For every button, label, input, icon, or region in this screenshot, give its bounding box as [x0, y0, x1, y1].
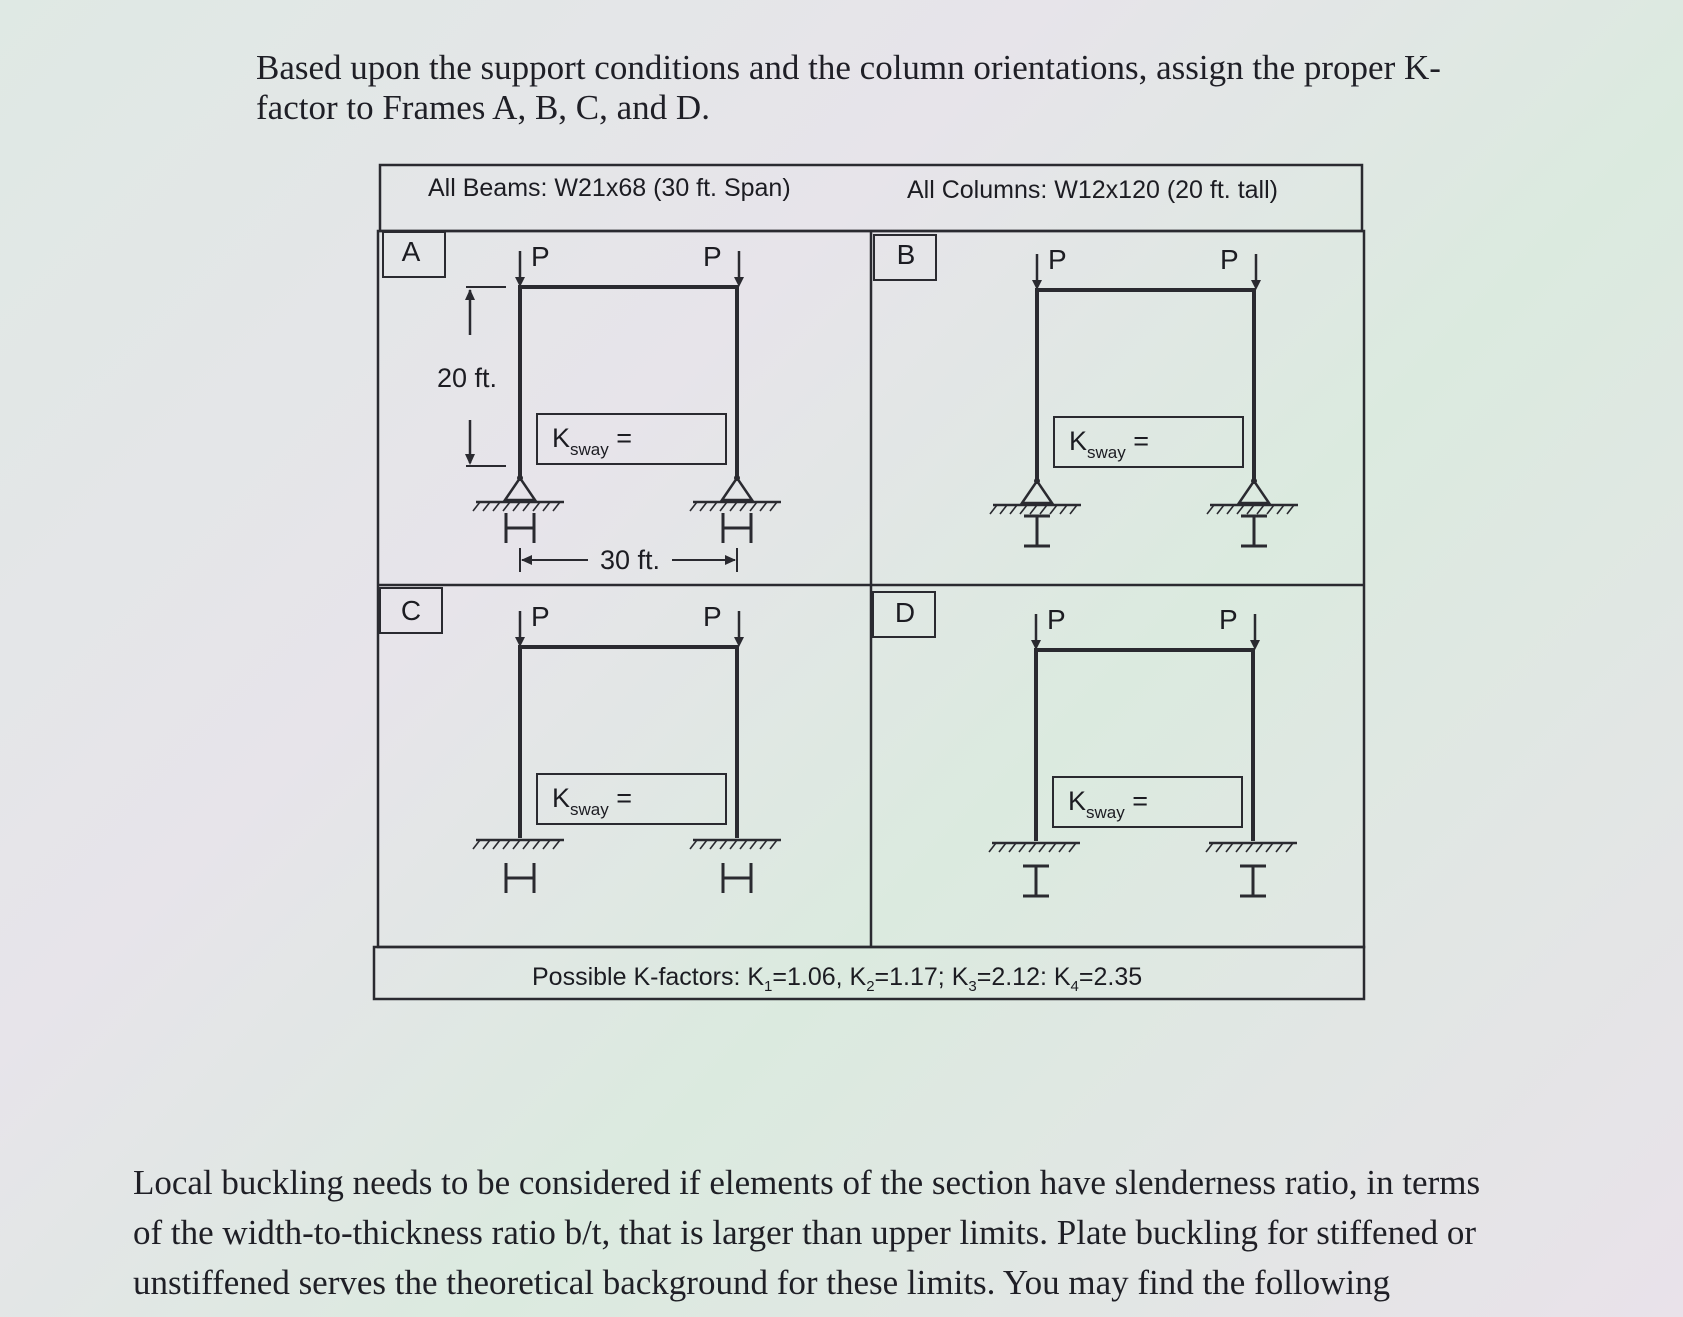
footer-segment: =2.35: [1078, 963, 1143, 991]
span-dimension-label: 30 ft.: [599, 545, 661, 575]
intro-line-2: factor to Frames A, B, C, and D.: [256, 88, 710, 127]
frame-label: D: [894, 597, 916, 628]
intro-line-1: Based upon the support conditions and the column orientations, assign the proper K-: [256, 48, 1441, 87]
left-support: [990, 478, 1081, 514]
height-dimension-label: 20 ft.: [437, 363, 498, 393]
right-load-label: P: [703, 241, 722, 272]
footer-segment: =1.17; K: [874, 963, 969, 991]
left-column-h-section-icon: [506, 513, 534, 543]
left-load-label: P: [531, 241, 550, 272]
left-load-arrow: [1031, 614, 1041, 650]
right-column-i-section-icon: [1240, 866, 1266, 896]
footer-subscript: 2: [866, 978, 875, 995]
k-sway-label: $K_{sway}$ =: [552, 783, 633, 819]
right-column-i-section-icon: [1241, 516, 1267, 546]
right-support: [690, 475, 781, 511]
closing-line-1: Local buckling needs to be considered if elements of the section have slenderness ratio, in terms: [133, 1163, 1481, 1202]
left-support: [473, 475, 564, 511]
left-load-label: P: [531, 601, 550, 632]
left-load-label: P: [1048, 244, 1067, 275]
footer-subscript: 3: [968, 978, 977, 995]
left-column-h-section-icon: [506, 863, 534, 893]
right-load-arrow: [1251, 254, 1261, 290]
header-columns-text: All Columns: W12x120 (20 ft. tall): [907, 176, 1278, 204]
right-support: [1206, 843, 1297, 852]
right-load-arrow: [734, 251, 744, 287]
right-load-arrow: [1250, 614, 1260, 650]
right-support: [1207, 478, 1298, 514]
footer-segment: =1.06, K: [772, 963, 867, 991]
left-load-arrow: [1032, 254, 1042, 290]
left-column-i-section-icon: [1024, 516, 1050, 546]
left-load-arrow: [515, 251, 525, 287]
right-load-arrow: [734, 611, 744, 647]
footer-segment: =2.12: K: [976, 963, 1071, 991]
frame-c: [380, 588, 781, 893]
k-sway-label: $K_{sway}$ =: [1069, 426, 1150, 462]
frame-d: [873, 592, 1297, 896]
frame-label: B: [896, 239, 916, 270]
footer-k-factors-text: [532, 963, 1142, 995]
left-load-arrow: [515, 611, 525, 647]
closing-line-2: of the width-to-thickness ratio b/t, that is larger than upper limits. Plate buckling for stiffened or: [133, 1213, 1477, 1252]
k-sway-label: $K_{sway}$ =: [552, 423, 633, 459]
closing-line-3: unstiffened serves the theoretical background for these limits. You may find the following: [133, 1263, 1391, 1302]
right-column-h-section-icon: [723, 863, 751, 893]
right-column-h-section-icon: [723, 513, 751, 543]
frame-label: A: [401, 236, 421, 267]
right-support: [690, 840, 781, 849]
left-load-label: P: [1047, 604, 1066, 635]
closing-paragraph: [133, 1158, 1593, 1308]
left-support: [989, 843, 1080, 852]
right-load-label: P: [703, 601, 722, 632]
right-load-label: P: [1220, 244, 1239, 275]
left-support: [473, 840, 564, 849]
right-load-label: P: [1219, 604, 1238, 635]
left-column-i-section-icon: [1023, 866, 1049, 896]
footer-subscript: 1: [764, 978, 773, 995]
header-beams-text: All Beams: W21x68 (30 ft. Span): [428, 174, 791, 202]
footer-segment: Possible K-factors: K: [532, 963, 765, 991]
frame-a: [383, 232, 781, 575]
frame-label: C: [400, 595, 422, 626]
footer-subscript: 4: [1070, 978, 1079, 995]
k-sway-label: $K_{sway}$ =: [1068, 786, 1149, 822]
frame-b: [874, 235, 1298, 546]
